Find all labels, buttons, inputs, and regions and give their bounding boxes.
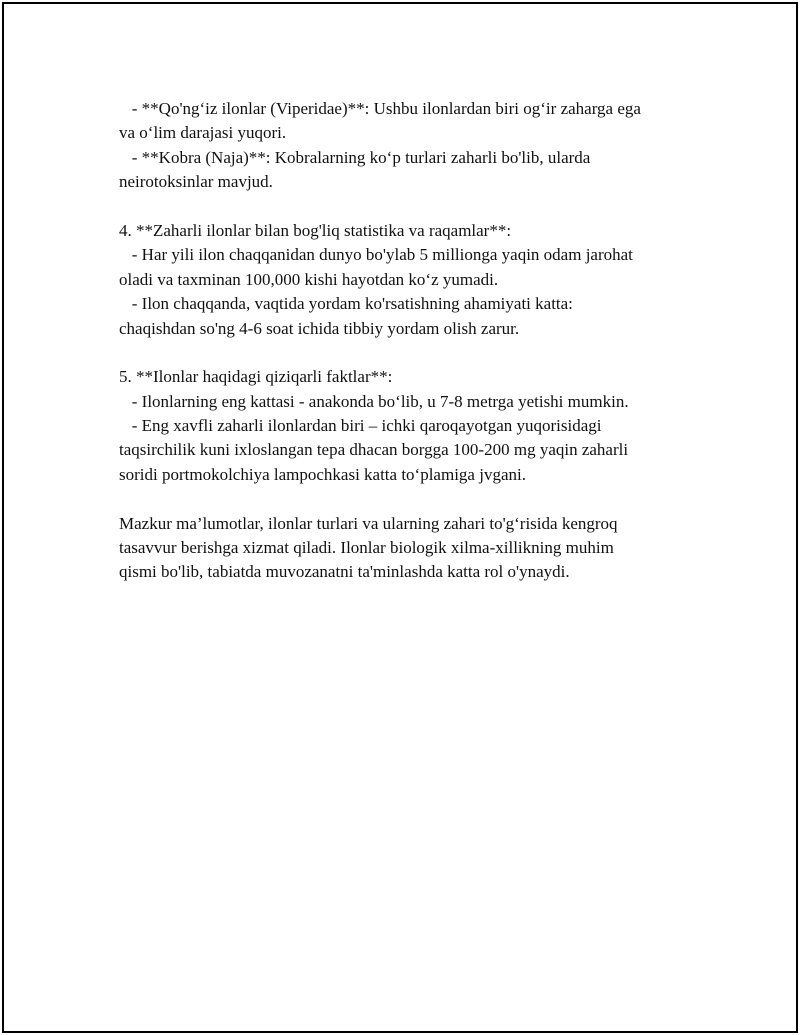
text-line: soridi portmokolchiya lampochkasi katta to‘plamiga jvgani. <box>119 464 526 484</box>
text-line: va o‘lim darajasi yuqori. <box>119 123 287 143</box>
text-line: taqsirchilik kuni ixloslangan tepa dhacan borgga 100-200 mg yaqin zaharli <box>119 440 629 460</box>
text-line: - Ilonlarning eng kattasi - anakonda bo‘lib, u 7-8 metrga yetishi mumkin. <box>119 391 629 411</box>
section-5-item-2 <box>119 414 719 487</box>
paragraph-spacer <box>119 487 719 511</box>
text-line: chaqishdan so'ng 4-6 soat ichida tibbiy yordam olish zarur. <box>119 318 520 338</box>
section-heading-text: 4. **Zaharli ilonlar bilan bog'liq statistika va raqamlar**: <box>119 220 512 240</box>
paragraph-spacer <box>119 195 719 219</box>
section-5-heading <box>119 365 719 389</box>
text-line: neirotoksinlar mavjud. <box>119 172 273 192</box>
text-line: qismi bo'lib, tabiatda muvozanatni ta'minlashda katta rol o'ynaydi. <box>119 562 570 582</box>
section-4-heading <box>119 219 719 243</box>
text-line: tasavvur berishga xizmat qiladi. Ilonlar biologik xilma-xillikning muhim <box>119 538 614 558</box>
section-5-item-1 <box>119 390 719 414</box>
text-line: oladi va taxminan 100,000 kishi hayotdan ko‘z yumadi. <box>119 269 499 289</box>
list-item-naja <box>119 146 719 195</box>
paragraph-spacer <box>119 341 719 365</box>
section-heading-text: 5. **Ilonlar haqidagi qiziqarli faktlar**: <box>119 367 393 387</box>
section-4-item-1 <box>119 243 719 292</box>
text-line: Mazkur ma’lumotlar, ilonlar turlari va ularning zahari to'g‘risida kengroq <box>119 513 618 533</box>
document-body <box>119 97 719 585</box>
document-page <box>2 2 798 1033</box>
text-line: - Ilon chaqqanda, vaqtida yordam ko'rsatishning ahamiyati katta: <box>119 294 573 314</box>
text-line: - **Kobra (Naja)**: Kobralarning ko‘p turlari zaharli bo'lib, ularda <box>119 147 591 167</box>
list-item-viperidae <box>119 97 719 146</box>
text-line: - **Qo'ng‘iz ilonlar (Viperidae)**: Ushbu ilonlardan biri og‘ir zaharga ega <box>119 99 641 118</box>
text-line: - Eng xavfli zaharli ilonlardan biri – ichki qaroqayotgan yuqorisidagi <box>119 416 602 436</box>
text-line: - Har yili ilon chaqqanidan dunyo bo'ylab 5 millionga yaqin odam jarohat <box>119 245 633 265</box>
conclusion-paragraph <box>119 512 719 585</box>
section-4-item-2 <box>119 292 719 341</box>
